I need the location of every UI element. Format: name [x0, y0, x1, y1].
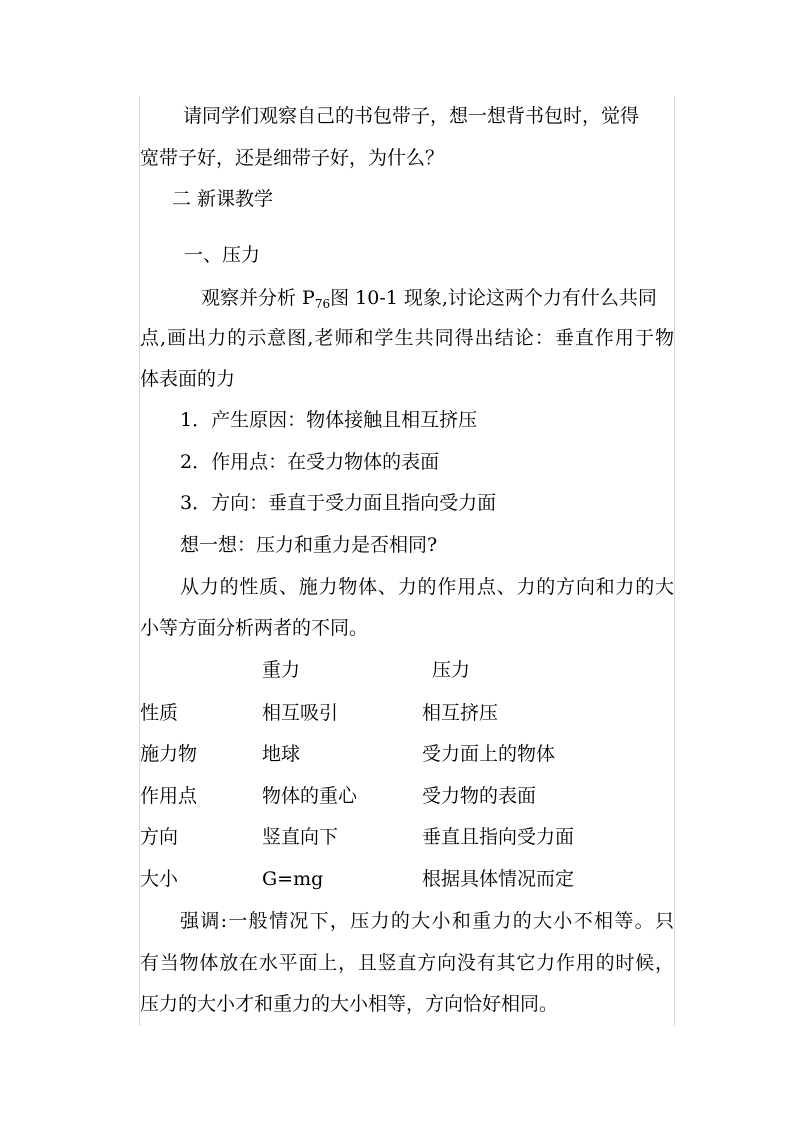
table-cell-gravity: 地球 — [262, 743, 301, 765]
table-row-label: 性质 — [140, 702, 179, 724]
table-cell-pressure: 相互挤压 — [422, 702, 499, 724]
table-cell-gravity: G=mg — [262, 868, 324, 890]
table-cell-gravity: 物体的重心 — [262, 785, 358, 807]
observe-line-2: 点,画出力的示意图,老师和学生共同得出结论：垂直作用于物 — [140, 327, 674, 349]
table-row-label: 施力物 — [140, 743, 198, 765]
intro-line-2: 宽带子好，还是细带子好，为什么？ — [140, 147, 445, 169]
table-cell-pressure: 受力物的表面 — [422, 785, 537, 807]
observe-suffix: 图 10-1 现象,讨论这两个力有什么共同 — [330, 287, 657, 309]
point-cause: 1．产生原因：物体接触且相互挤压 — [180, 409, 478, 431]
page-margin-right — [674, 96, 675, 1026]
section-title: 二 新课教学 — [172, 188, 274, 210]
observe-line-3: 体表面的力 — [140, 368, 236, 390]
table-cell-gravity: 竖直向下 — [262, 826, 339, 848]
table-row-label: 大小 — [140, 868, 179, 890]
point-action-point: 2．作用点：在受力物体的表面 — [180, 451, 440, 473]
emphasis-line-2: 有当物体放在水平面上，且竖直方向没有其它力作用的时候， — [140, 952, 674, 974]
think-question: 想一想：压力和重力是否相同? — [180, 534, 438, 556]
emphasis-line-3: 压力的大小才和重力的大小相等，方向恰好相同。 — [140, 993, 559, 1015]
table-row-label: 方向 — [140, 826, 179, 848]
compare-intro-line-1: 从力的性质、施力物体、力的作用点、力的方向和力的大 — [180, 576, 674, 598]
table-cell-pressure: 受力面上的物体 — [422, 743, 556, 765]
table-row-label: 作用点 — [140, 785, 198, 807]
table-cell-gravity: 相互吸引 — [262, 702, 339, 724]
observe-line-1 — [201, 286, 657, 310]
point-direction: 3．方向：垂直于受力面且指向受力面 — [180, 492, 497, 514]
observe-prefix: 观察并分析 P — [201, 287, 315, 309]
table-header-pressure: 压力 — [432, 659, 471, 681]
table-header-gravity: 重力 — [262, 659, 301, 681]
compare-intro-line-2: 小等方面分析两者的不同。 — [140, 617, 369, 639]
subsection-title: 一、压力 — [184, 244, 261, 266]
table-cell-pressure: 根据具体情况而定 — [422, 868, 575, 890]
emphasis-line-1: 强调:一般情况下，压力的大小和重力的大小不相等。只 — [180, 910, 674, 932]
page-subscript: 76 — [314, 297, 331, 311]
intro-line-1: 请同学们观察自己的书包带子，想一想背书包时，觉得 — [183, 105, 640, 127]
table-cell-pressure: 垂直且指向受力面 — [422, 826, 575, 848]
